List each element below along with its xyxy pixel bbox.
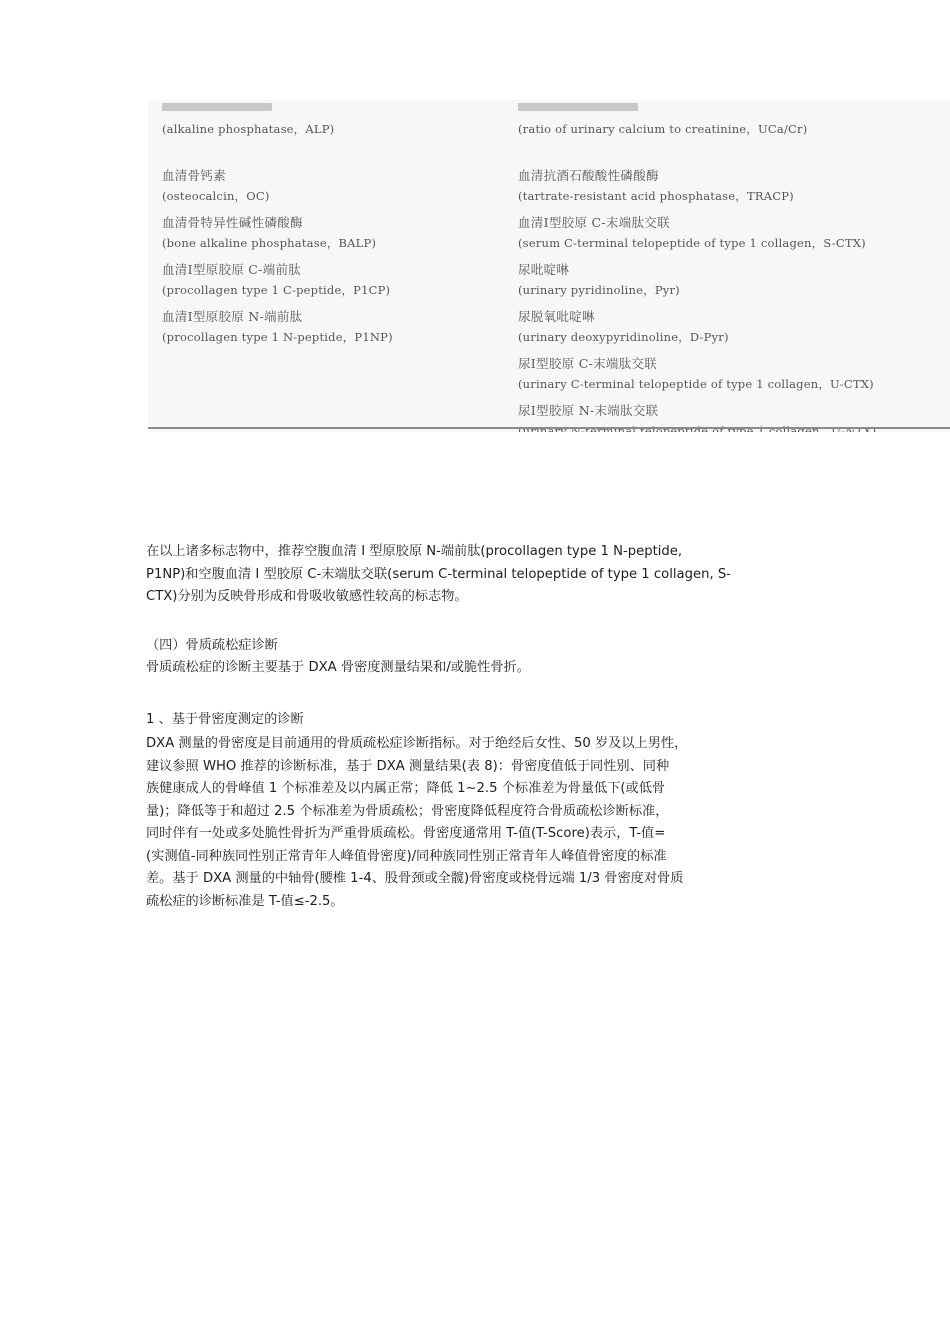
marker-name-en: (serum C-terminal telopeptide of type 1 collagen，S-CTX) bbox=[518, 236, 866, 250]
marker-name-cn: 血清Ⅰ型原胶原 N-端前肽 bbox=[162, 309, 303, 324]
marker-name-cn: 血清抗酒石酸酸性磷酸酶 bbox=[518, 168, 659, 183]
paragraph-line: 族健康成人的骨峰值 1 个标准差及以内属正常；降低 1~2.5 个标准差为骨量低下(或低骨 bbox=[146, 781, 666, 796]
marker-name-cn: 尿Ⅰ型胶原 C-末端肽交联 bbox=[518, 356, 658, 371]
table-entry bbox=[518, 119, 948, 166]
paragraph-line: 疏松症的诊断标准是 T-值≤-2.5。 bbox=[146, 893, 344, 909]
bone-resorption-markers-column bbox=[518, 119, 948, 432]
paragraph-line: 建议参照 WHO 推荐的诊断标准，基于 DXA 测量结果(表 8)：骨密度值低于同性别、同种 bbox=[146, 758, 670, 774]
marker-name-en: (urinary deoxypyridinoline，D-Pyr) bbox=[518, 330, 729, 344]
marker-name-en: (bone alkaline phosphatase，BALP) bbox=[162, 236, 377, 250]
intro-paragraph bbox=[146, 541, 816, 609]
paragraph-line: P1NP)和空腹血清 Ⅰ 型胶原 C-末端肽交联(serum C-terminal telopeptide of type 1 collagen, S- bbox=[146, 566, 731, 582]
marker-name-en: (tartrate-resistant acid phosphatase，TRACP) bbox=[518, 189, 794, 203]
paragraph-line: 量)；降低等于和超过 2.5 个标准差为骨质疏松；骨密度降低程度符合骨质疏松诊断标准， bbox=[146, 803, 669, 819]
marker-name-cn: 尿脱氧吡啶啉 bbox=[518, 309, 595, 324]
marker-name-en: (alkaline phosphatase，ALP) bbox=[162, 122, 335, 136]
subsection-heading: 1 、基于骨密度测定的诊断 bbox=[146, 712, 304, 727]
subsection-bmd-diagnosis bbox=[146, 709, 816, 913]
marker-name-en: (procollagen type 1 N-peptide，P1NP) bbox=[162, 330, 393, 344]
paragraph-line: (实测值-同种族同性别正常青年人峰值骨密度)/同种族同性别正常青年人峰值骨密度的标准 bbox=[146, 848, 667, 864]
section-heading: （四）骨质疏松症诊断 bbox=[146, 638, 278, 653]
paragraph-line: 骨质疏松症的诊断主要基于 DXA 骨密度测量结果和/或脆性骨折。 bbox=[146, 660, 530, 675]
table-entry bbox=[518, 307, 948, 354]
marker-name-en: (urinary pyridinoline，Pyr) bbox=[518, 283, 680, 297]
table-entry bbox=[518, 213, 948, 260]
paragraph-line: CTX)分别为反映骨形成和骨吸收敏感性较高的标志物。 bbox=[146, 589, 468, 604]
marker-name-en: (ratio of urinary calcium to creatinine，UCa/Cr) bbox=[518, 122, 808, 136]
marker-name-cn: 血清Ⅰ型原胶原 C-端前肽 bbox=[162, 262, 302, 277]
table-entry bbox=[162, 307, 502, 354]
marker-name-en: (procollagen type 1 C-peptide，P1CP) bbox=[162, 283, 391, 297]
table-entry bbox=[162, 260, 502, 307]
table-entry bbox=[518, 166, 948, 213]
marker-name-cn: 血清骨特异性碱性磷酸酶 bbox=[162, 215, 303, 230]
paragraph-line: 同时伴有一处或多处脆性骨折为严重骨质疏松。骨密度通常用 T-值(T-Score)表示，T-值= bbox=[146, 826, 666, 841]
table-entry bbox=[162, 213, 502, 260]
section-diagnosis bbox=[146, 635, 816, 680]
table-entry bbox=[518, 260, 948, 307]
paragraph-line: 差。基于 DXA 测量的中轴骨(腰椎 1-4、股骨颈或全髋)骨密度或桡骨远端 1/3 骨密度对骨质 bbox=[146, 871, 684, 886]
marker-name-en: (osteocalcin，OC) bbox=[162, 189, 270, 203]
table-entry bbox=[518, 354, 948, 401]
marker-table-image bbox=[148, 100, 950, 432]
table-entry bbox=[162, 166, 502, 213]
table-bottom-rule bbox=[148, 427, 950, 429]
bone-formation-markers-column bbox=[162, 119, 502, 354]
marker-name-cn: 血清Ⅰ型胶原 C-末端肽交联 bbox=[518, 215, 670, 230]
cropped-table-header bbox=[148, 100, 950, 114]
table-entry bbox=[162, 119, 502, 166]
marker-name-cn: 尿吡啶啉 bbox=[518, 262, 570, 277]
marker-name-cn: 血清骨钙素 bbox=[162, 168, 227, 183]
paragraph-line: DXA 测量的骨密度是目前通用的骨质疏松症诊断指标。对于绝经后女性、50 岁及以上男性， bbox=[146, 736, 688, 751]
marker-name-en: (urinary C-terminal telopeptide of type 1 collagen，U-CTX) bbox=[518, 377, 874, 391]
paragraph-line: 在以上诸多标志物中，推荐空腹血清 Ⅰ 型原胶原 N-端前肽(procollagen type 1 N-peptide, bbox=[146, 544, 683, 559]
marker-name-cn: 尿Ⅰ型胶原 N-末端肽交联 bbox=[518, 403, 659, 418]
